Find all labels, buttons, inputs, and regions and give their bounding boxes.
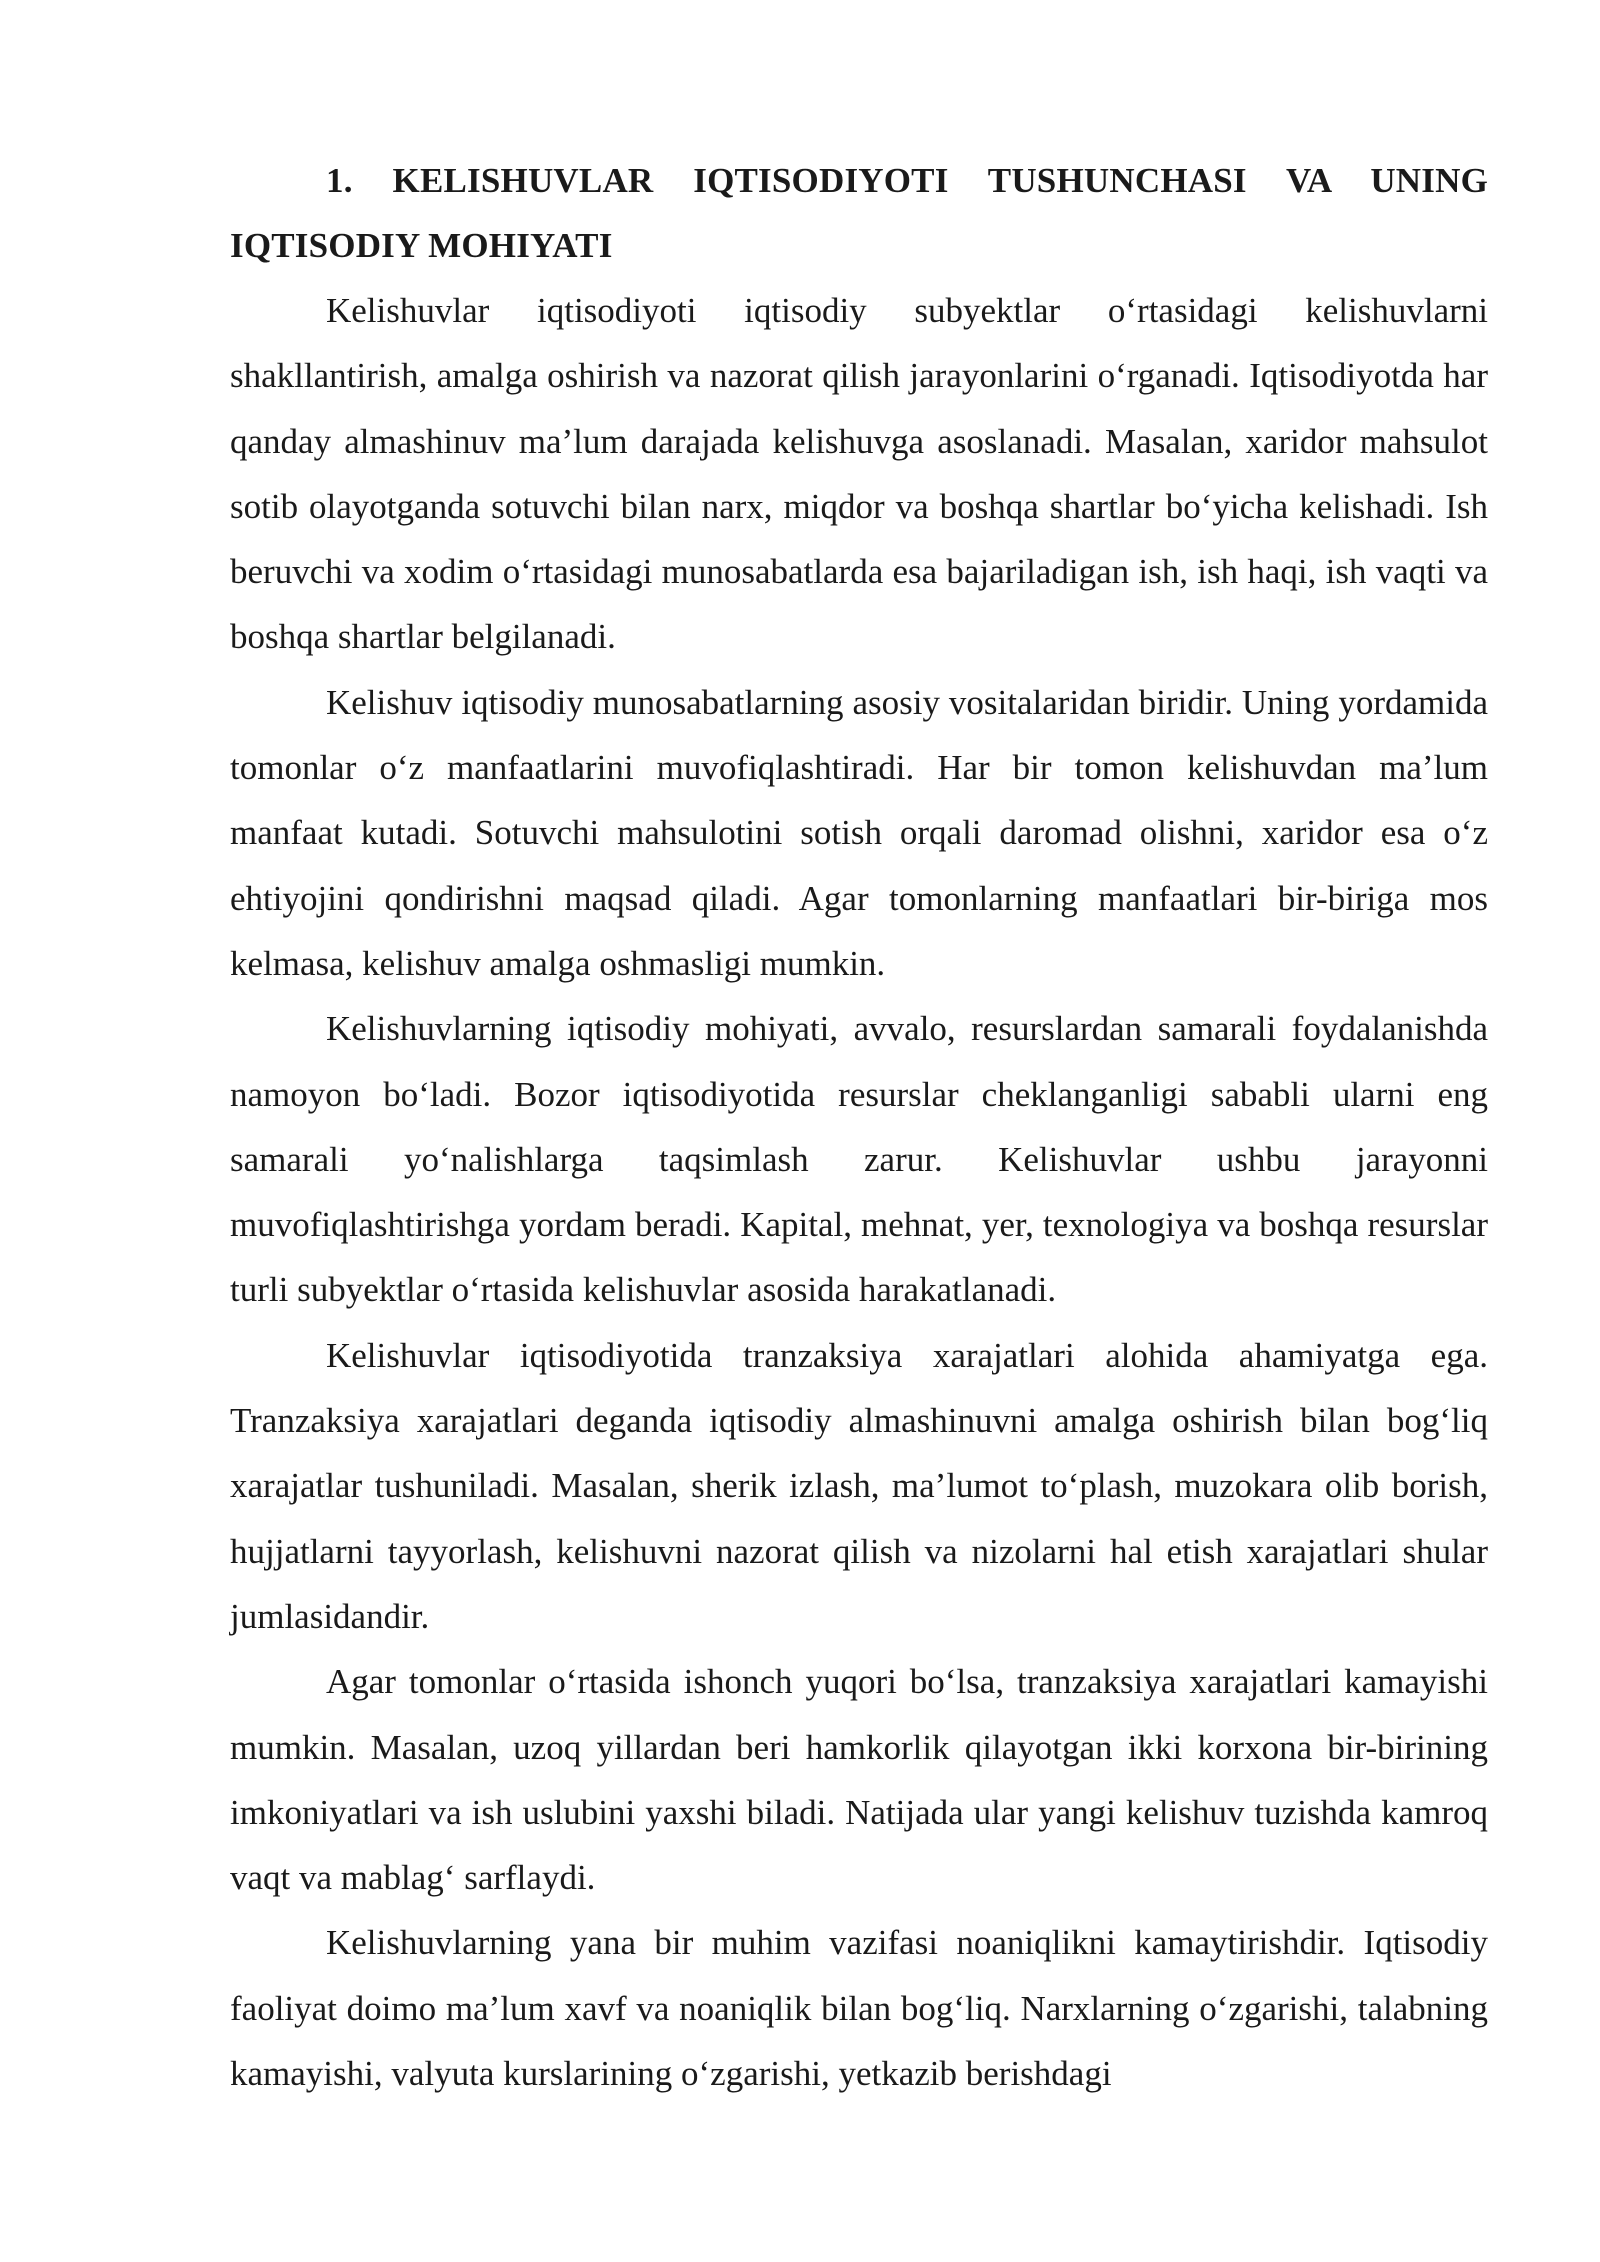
paragraph-3: Kelishuvlarning iqtisodiy mohiyati, avvalo, resurslardan samarali foydalanishda namoyon bo‘ladi. Bozor iqtisodiyotida resurslar cheklanganligi sababli ularni eng samarali yo‘nalishlarga taqsimlash zarur. Kelishuvlar ushbu jarayonni muvofiqlashtirishga yordam beradi. Kapital, mehnat, yer, texnologiya va boshqa resurslar turli subyektlar o‘rtasida kelishuvlar asosida harakatlanadi. xyxy=(230,1009,1488,1310)
section-heading: 1. KELISHUVLAR IQTISODIYOTI TUSHUNCHASI VA UNING IQTISODIY MOHIYATI xyxy=(230,161,1488,265)
paragraph-5: Agar tomonlar o‘rtasida ishonch yuqori bo‘lsa, tranzaksiya xarajatlari kamayishi mumkin. Masalan, uzoq yillardan beri hamkorlik qilayotgan ikki korxona bir-birining imkoniyatlari va ish uslubini yaxshi biladi. Natijada ular yangi kelishuv tuzishda kamroq vaqt va mablag‘ sarflaydi. xyxy=(230,1662,1488,1898)
paragraph-6: Kelishuvlarning yana bir muhim vazifasi noaniqlikni kamaytirishdir. Iqtisodiy faoliyat doimo ma’lum xavf va noaniqlik bilan bog‘liq. Narxlarning o‘zgarishi, talabning kamayishi, valyuta kurslarining o‘zgarishi, yetkazib berishdagi xyxy=(230,1923,1488,2094)
paragraph-2: Kelishuv iqtisodiy munosabatlarning asosiy vositalaridan biridir. Uning yordamida tomonlar o‘z manfaatlarini muvofiqlashtiradi. Har bir tomon kelishuvdan ma’lum manfaat kutadi. Sotuvchi mahsulotini sotish orqali daromad olishni, xaridor esa o‘z ehtiyojini qondirishni maqsad qiladi. Agar tomonlarning manfaatlari bir-biriga mos kelmasa, kelishuv amalga oshmasligi mumkin. xyxy=(230,682,1488,983)
document-page xyxy=(230,148,1488,2106)
paragraph-4: Kelishuvlar iqtisodiyotida tranzaksiya xarajatlari alohida ahamiyatga ega. Tranzaksiya xarajatlari deganda iqtisodiy almashinuvni amalga oshirish bilan bog‘liq xarajatlar tushuniladi. Masalan, sherik izlash, ma’lumot to‘plash, muzokara olib borish, hujjatlarni tayyorlash, kelishuvni nazorat qilish va nizolarni hal etish xarajatlari shular jumlasidandir. xyxy=(230,1335,1488,1636)
paragraph-1: Kelishuvlar iqtisodiyoti iqtisodiy subyektlar o‘rtasidagi kelishuvlarni shakllantirish, amalga oshirish va nazorat qilish jarayonlarini o‘rganadi. Iqtisodiyotda har qanday almashinuv ma’lum darajada kelishuvga asoslanadi. Masalan, xaridor mahsulot sotib olayotganda sotuvchi bilan narx, miqdor va boshqa shartlar bo‘yicha kelishadi. Ish beruvchi va xodim o‘rtasidagi munosabatlarda esa bajariladigan ish, ish haqi, ish vaqti va boshqa shartlar belgilanadi. xyxy=(230,291,1488,657)
